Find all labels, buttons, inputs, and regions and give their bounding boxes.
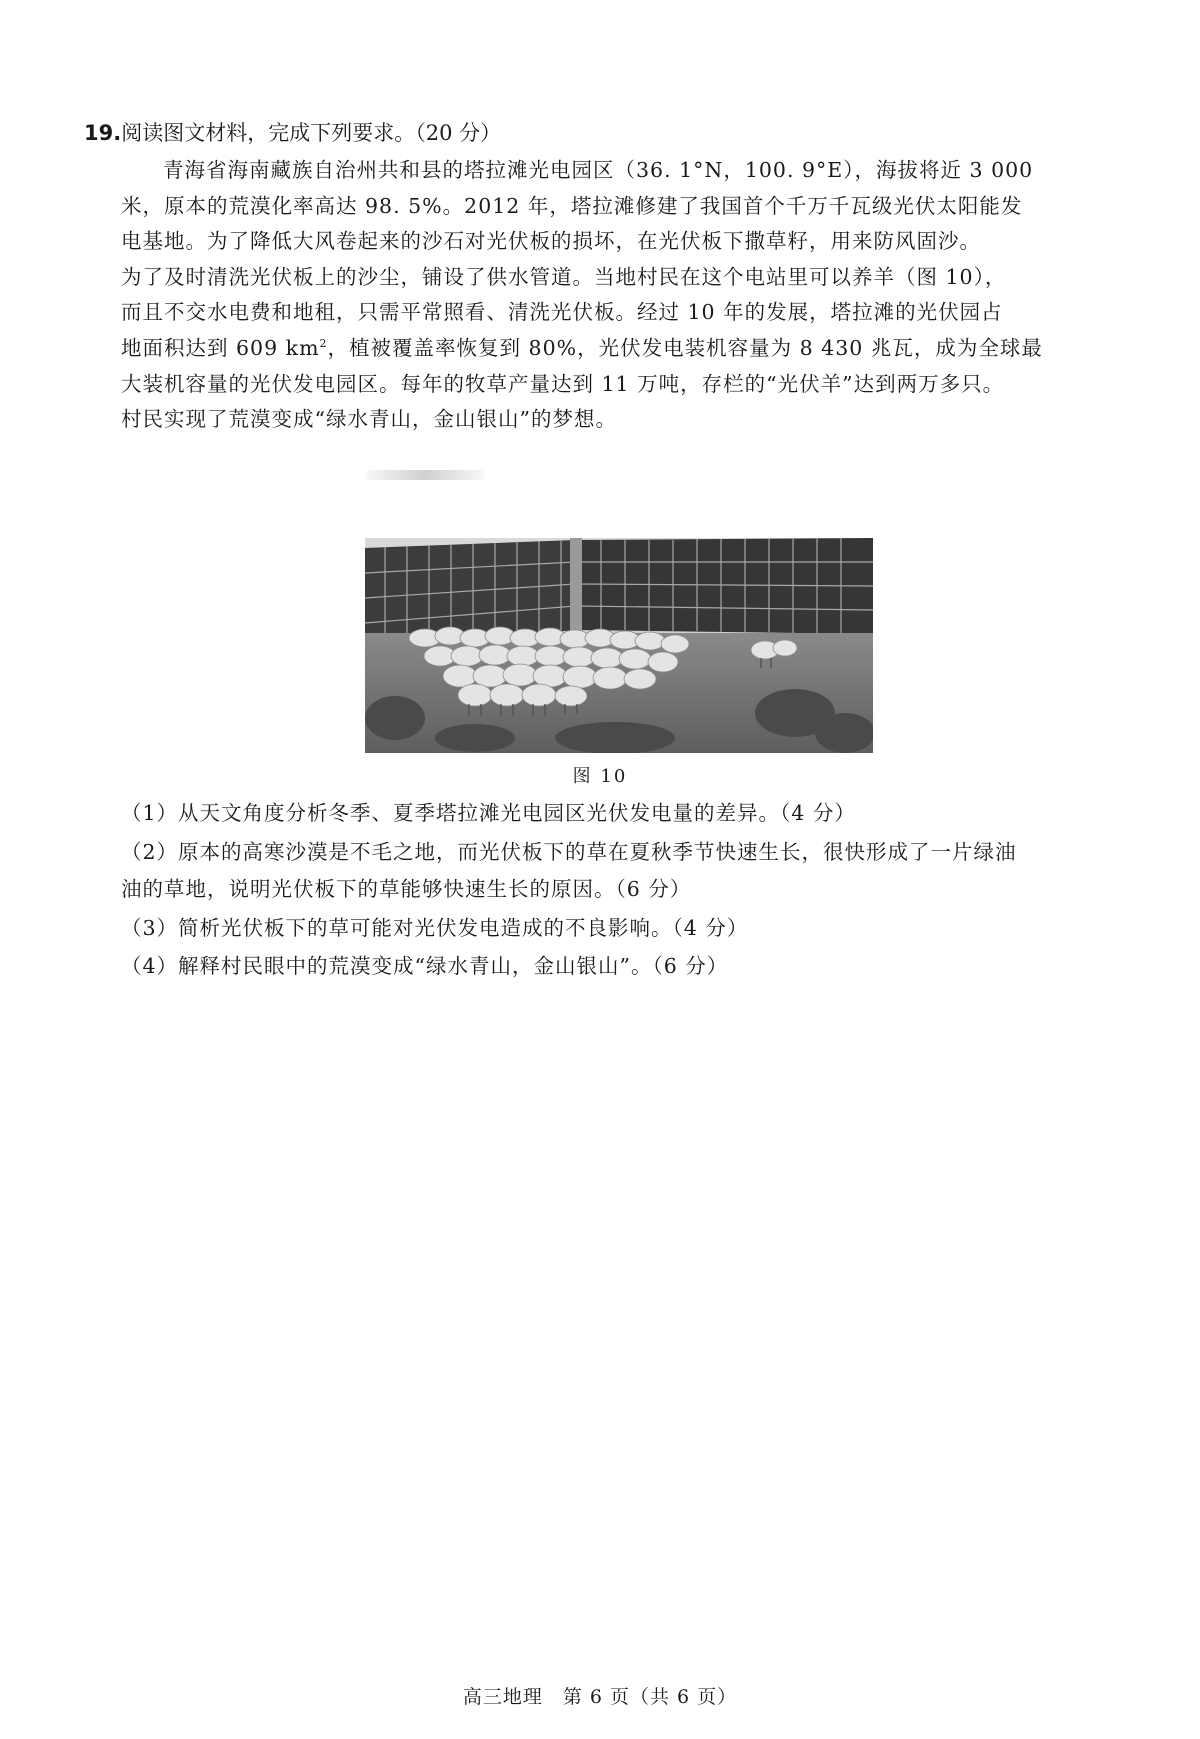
question-prompt: 阅读图文材料，完成下列要求。（20 分） bbox=[121, 121, 502, 145]
sub-question-3: （3）简析光伏板下的草可能对光伏发电造成的不良影响。（4 分） bbox=[121, 916, 749, 940]
passage-line: 为了及时清洗光伏板上的沙尘，铺设了供水管道。当地村民在这个电站里可以养羊（图 10）， bbox=[121, 264, 1007, 289]
page-footer: 高三地理 第 6 页（共 6 页） bbox=[462, 1686, 738, 1708]
passage-line: 米，原本的荒漠化率高达 98. 5%。2012 年，塔拉滩修建了我国首个千万千瓦级光伏太阳能发 bbox=[121, 193, 1023, 218]
scan-smudge bbox=[365, 470, 485, 480]
passage bbox=[121, 153, 1113, 438]
passage-line-area bbox=[121, 331, 1113, 367]
passage-line: 青海省海南藏族自治州共和县的塔拉滩光电园区（36. 1°N，100. 9°E），海拔将近 3 000 bbox=[163, 158, 1034, 182]
passage-line-area-rest: ，植被覆盖率恢复到 80%，光伏发电装机容量为 8 430 兆瓦，成为全球最 bbox=[327, 335, 1043, 360]
passage-line: 电基地。为了降低大风卷起来的沙石对光伏板的损坏，在光伏板下撒草籽，用来防风固沙。 bbox=[121, 229, 981, 254]
passage-line-area-text: 地面积达到 609 km bbox=[121, 335, 320, 360]
sub-question-2-line-2: 油的草地，说明光伏板下的草能够快速生长的原因。（6 分） bbox=[121, 877, 692, 901]
sub-question-4: （4）解释村民眼中的荒漠变成“绿水青山，金山银山”。（6 分） bbox=[121, 954, 729, 978]
sub-question-2-line-1: （2）原本的高寒沙漠是不毛之地，而光伏板下的草在夏秋季节快速生长，很快形成了一片绿油 bbox=[121, 840, 1017, 864]
figure-caption: 图 10 bbox=[572, 766, 628, 787]
superscript-two: 2 bbox=[319, 337, 328, 351]
figure-solar-panels-sheep-photo bbox=[365, 538, 873, 753]
passage-line: 大装机容量的光伏发电园区。每年的牧草产量达到 11 万吨，存栏的“光伏羊”达到两万多只。 bbox=[121, 371, 1005, 396]
question-header bbox=[84, 118, 501, 148]
passage-line: 村民实现了荒漠变成“绿水青山，金山银山”的梦想。 bbox=[121, 407, 617, 432]
sub-question-1: （1）从天文角度分析冬季、夏季塔拉滩光电园区光伏发电量的差异。（4 分） bbox=[121, 801, 856, 825]
photo-illustration bbox=[365, 538, 873, 753]
question-number: 19. bbox=[84, 121, 122, 145]
passage-line: 而且不交水电费和地租，只需平常照看、清洗光伏板。经过 10 年的发展，塔拉滩的光伏园占 bbox=[121, 300, 1003, 325]
